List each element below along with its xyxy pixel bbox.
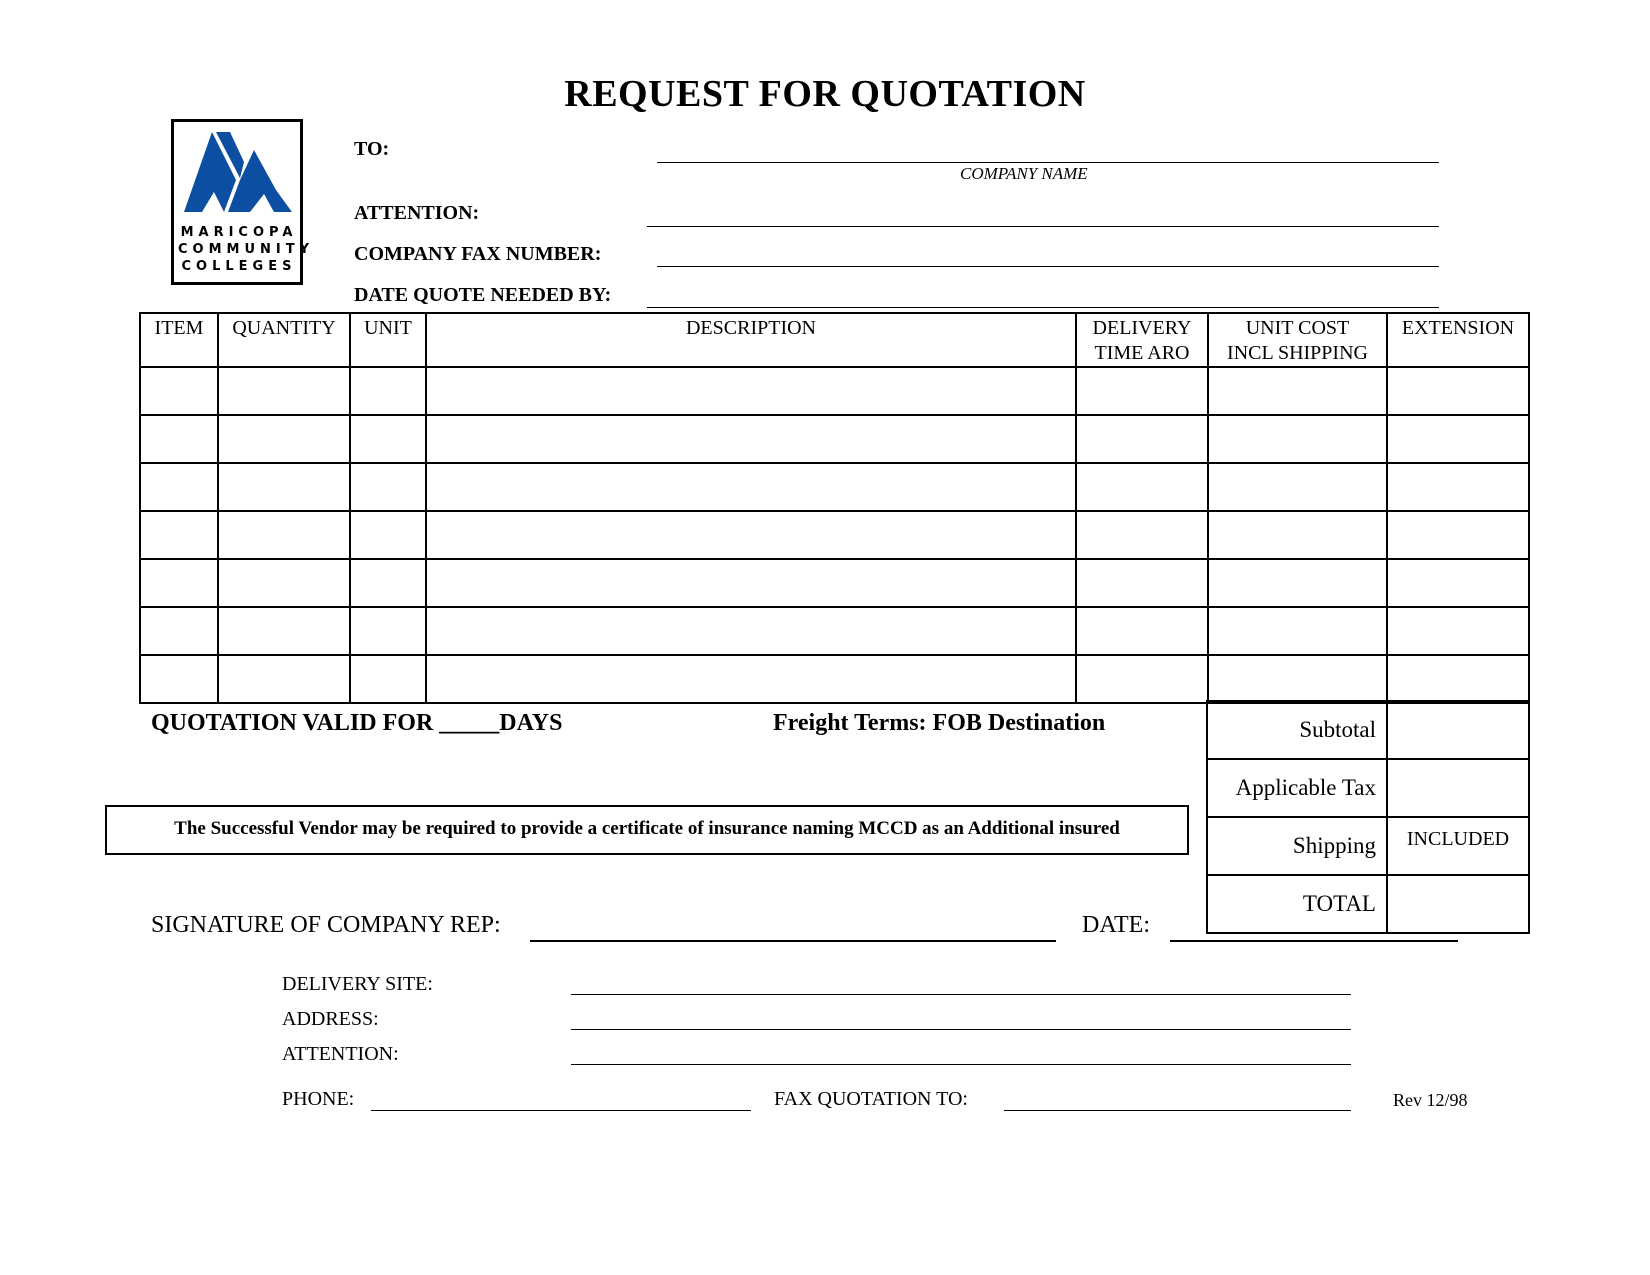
table-cell[interactable]: [1387, 415, 1529, 463]
col-extension: EXTENSION: [1387, 313, 1529, 367]
table-cell[interactable]: [140, 367, 218, 415]
quotation-valid-text: QUOTATION VALID FOR _____DAYS: [151, 710, 563, 736]
company-name-caption: COMPANY NAME: [960, 164, 1088, 183]
table-cell[interactable]: [350, 655, 426, 703]
table-cell[interactable]: [426, 511, 1076, 559]
tax-label: Applicable Tax: [1207, 759, 1387, 817]
table-cell[interactable]: [1076, 559, 1208, 607]
table-cell[interactable]: [1208, 559, 1387, 607]
company-fax-label: COMPANY FAX NUMBER:: [354, 243, 602, 265]
mountain-logo-icon: [184, 132, 292, 220]
items-table: [139, 312, 1530, 704]
revision-label: Rev 12/98: [1393, 1090, 1468, 1110]
table-cell[interactable]: [1208, 607, 1387, 655]
phone-label: PHONE:: [282, 1088, 355, 1110]
table-cell[interactable]: [218, 511, 350, 559]
table-cell[interactable]: [350, 511, 426, 559]
shipping-label: Shipping: [1207, 817, 1387, 875]
table-cell[interactable]: [1076, 511, 1208, 559]
tax-value[interactable]: [1387, 759, 1529, 817]
attention-line[interactable]: [647, 226, 1439, 227]
table-cell[interactable]: [350, 367, 426, 415]
col-item: ITEM: [140, 313, 218, 367]
maricopa-logo: [171, 119, 315, 285]
table-cell[interactable]: [140, 607, 218, 655]
table-cell[interactable]: [426, 607, 1076, 655]
shipping-value: INCLUDED: [1387, 817, 1529, 875]
table-row: [140, 559, 1529, 607]
table-cell[interactable]: [1387, 367, 1529, 415]
total-label: TOTAL: [1207, 875, 1387, 933]
table-cell[interactable]: [1076, 607, 1208, 655]
company-name-line[interactable]: [657, 162, 1439, 163]
table-row: [140, 607, 1529, 655]
to-label: TO:: [354, 138, 390, 160]
fax-quotation-line[interactable]: [1004, 1110, 1351, 1111]
delivery-site-label: DELIVERY SITE:: [282, 973, 433, 995]
table-cell[interactable]: [1076, 415, 1208, 463]
insurance-note: The Successful Vendor may be required to provide a certificate of insurance naming MCCD as an Additional insured: [105, 805, 1189, 855]
delivery-attention-line[interactable]: [571, 1064, 1351, 1065]
table-cell[interactable]: [218, 463, 350, 511]
col-quantity: QUANTITY: [218, 313, 350, 367]
table-row: [140, 463, 1529, 511]
table-cell[interactable]: [218, 367, 350, 415]
table-cell[interactable]: [426, 415, 1076, 463]
table-cell[interactable]: [1208, 367, 1387, 415]
fax-quotation-label: FAX QUOTATION TO:: [774, 1088, 968, 1110]
table-cell[interactable]: [1387, 655, 1529, 703]
table-cell[interactable]: [1387, 463, 1529, 511]
table-cell[interactable]: [218, 655, 350, 703]
col-unit-cost: UNIT COST INCL SHIPPING: [1208, 313, 1387, 367]
phone-line[interactable]: [371, 1110, 751, 1111]
col-delivery-time: DELIVERY TIME ARO: [1076, 313, 1208, 367]
total-row: [1207, 875, 1529, 933]
subtotal-value[interactable]: [1387, 701, 1529, 759]
table-cell[interactable]: [350, 559, 426, 607]
freight-terms-text: Freight Terms: FOB Destination: [773, 710, 1106, 736]
col-description: DESCRIPTION: [426, 313, 1076, 367]
delivery-attention-label: ATTENTION:: [282, 1043, 399, 1065]
address-line[interactable]: [571, 1029, 1351, 1030]
table-cell[interactable]: [1387, 607, 1529, 655]
table-cell[interactable]: [218, 559, 350, 607]
page-title: REQUEST FOR QUOTATION: [564, 73, 1086, 115]
table-cell[interactable]: [1387, 559, 1529, 607]
table-cell[interactable]: [350, 607, 426, 655]
table-cell[interactable]: [1208, 463, 1387, 511]
col-unit: UNIT: [350, 313, 426, 367]
table-cell[interactable]: [1076, 655, 1208, 703]
table-cell[interactable]: [140, 463, 218, 511]
table-cell[interactable]: [1208, 655, 1387, 703]
table-cell[interactable]: [218, 607, 350, 655]
logo-text: MARICOPA COMMUNITY COLLEGES: [178, 225, 315, 274]
shipping-row: [1207, 817, 1529, 875]
signature-line[interactable]: [530, 940, 1056, 942]
table-cell[interactable]: [1208, 511, 1387, 559]
table-cell[interactable]: [140, 511, 218, 559]
table-cell[interactable]: [426, 655, 1076, 703]
signature-label: SIGNATURE OF COMPANY REP:: [151, 912, 501, 938]
table-cell[interactable]: [140, 415, 218, 463]
table-row: [140, 655, 1529, 703]
table-cell[interactable]: [1387, 511, 1529, 559]
date-needed-label: DATE QUOTE NEEDED BY:: [354, 284, 612, 306]
table-cell[interactable]: [350, 415, 426, 463]
table-cell[interactable]: [1076, 463, 1208, 511]
table-cell[interactable]: [218, 415, 350, 463]
address-label: ADDRESS:: [282, 1008, 379, 1030]
table-cell[interactable]: [426, 463, 1076, 511]
subtotal-label: Subtotal: [1207, 701, 1387, 759]
table-cell[interactable]: [1208, 415, 1387, 463]
table-row: [140, 511, 1529, 559]
table-cell[interactable]: [140, 655, 218, 703]
delivery-site-line[interactable]: [571, 994, 1351, 995]
summary-table: [1206, 700, 1530, 934]
table-header-row: [140, 313, 1529, 367]
table-cell[interactable]: [426, 559, 1076, 607]
attention-label: ATTENTION:: [354, 202, 480, 224]
table-cell[interactable]: [140, 559, 218, 607]
signature-date-label: DATE:: [1082, 912, 1150, 938]
signature-date-line[interactable]: [1170, 940, 1458, 942]
table-row: [140, 415, 1529, 463]
table-cell[interactable]: [350, 463, 426, 511]
table-row: [140, 367, 1529, 415]
date-needed-line[interactable]: [647, 307, 1439, 308]
company-fax-line[interactable]: [657, 266, 1439, 267]
subtotal-row: [1207, 701, 1529, 759]
tax-row: [1207, 759, 1529, 817]
table-cell[interactable]: [1076, 367, 1208, 415]
total-value[interactable]: [1387, 875, 1529, 933]
table-cell[interactable]: [426, 367, 1076, 415]
